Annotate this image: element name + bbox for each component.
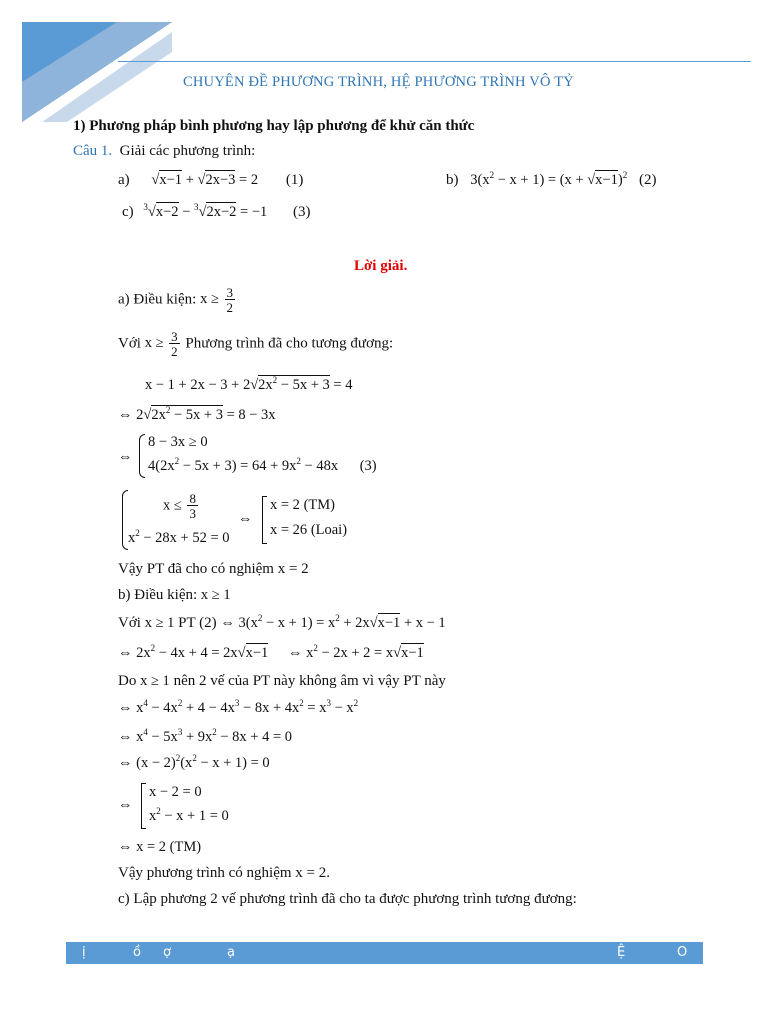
question-b-label: b)	[446, 172, 459, 188]
b-condition	[118, 587, 231, 604]
footer-char-4: ạ	[227, 945, 235, 960]
equation-b-number: (2)	[638, 172, 657, 188]
b-with: Với	[118, 615, 141, 631]
question-a	[118, 172, 303, 189]
a-condition	[118, 286, 237, 314]
step-2: ⇔ $2√2x^2 - 5x + 3 = 8 - 3x$	[118, 405, 276, 423]
equiv-text: Phương trình đã cho tương đương:	[185, 335, 394, 352]
b-bracket-line-2: $x^2 - x + 1 = 0$	[149, 806, 229, 824]
c-text: c) Lập phương 2 vế phương trình đã cho ta được phương trình tương đương:	[118, 891, 577, 907]
header-rule	[118, 61, 751, 62]
system-brace	[139, 434, 145, 478]
b-condition-label: b) Điều kiện:	[118, 587, 198, 603]
question-prompt: Giải các phương trình:	[119, 143, 256, 159]
b-condition-math: x ≥ 1	[200, 587, 231, 603]
system-line-2: $4(2x^2 - 5x + 3) = 64 + 9x^2 - 48x$ (3)	[148, 456, 377, 474]
b-step-1	[118, 615, 446, 632]
b-bracket-line-1: x − 2 = 0	[149, 784, 202, 800]
b-with-math: x ≥ 1	[144, 615, 175, 631]
question-b	[446, 172, 656, 189]
a-condition-math: x ≥ $\frac{3}{2}$	[200, 285, 234, 315]
system2-arrow: ⇔	[238, 511, 253, 527]
b-step-2: ⇔ $2x^2 - 4x + 4 = 2x√x-1$ ⇔ $x^2 - 2x + 2 = x√x-1$	[118, 643, 424, 661]
with-math: x ≥ $\frac{3}{2}$	[144, 329, 178, 359]
b-step-4: ⇔ $x^4 - 5x^3 + 9x^2 - 8x + 4 = 0$	[118, 727, 293, 745]
system2-line-2: $x^2 - 28x + 52 = 0$	[128, 528, 230, 546]
b-step-6-arrow: ⇔	[118, 797, 133, 813]
b-step-7: ⇔ x = 2 (TM)	[118, 839, 202, 855]
b-step-1-math: ⇔ $3(x^2 - x + 1) = x^2 + 2x√x-1 + x - 1$	[220, 613, 446, 631]
result-line-1: x = 2 (TM)	[270, 497, 335, 513]
result-line-2: x = 26 (Loai)	[270, 522, 348, 538]
question-line	[73, 143, 255, 160]
system2-line-1: x ≤ $\frac{8}{3}$	[163, 491, 196, 521]
b-bracket	[141, 783, 146, 829]
b-conclusion: Vậy phương trình có nghiệm x = 2.	[118, 865, 330, 881]
b-pt: PT (2)	[178, 615, 217, 631]
with-prefix: Với	[118, 335, 141, 352]
b-do-line	[118, 673, 446, 690]
footer-char-5: Ệ	[617, 945, 626, 960]
do-prefix: Do	[118, 673, 137, 689]
footer-char-2: ồ	[133, 945, 141, 960]
corner-decoration	[22, 22, 172, 122]
do-math: x ≥ 1	[140, 673, 170, 689]
footer-bar	[66, 942, 703, 964]
a-conclusion: Vậy PT đã cho có nghiệm x = 2	[118, 561, 309, 577]
b-step-3: ⇔ $x^4 - 4x^2 + 4 - 4x^3 - 8x + 4x^2 = x^3 - x^2$	[118, 698, 359, 716]
system-line-1: 8 − 3x ≥ 0	[148, 434, 208, 450]
question-a-label: a)	[118, 172, 130, 188]
footer-char-1: ị	[82, 945, 86, 960]
footer-char-3: ợ	[163, 945, 171, 960]
tm-tag: (TM)	[303, 497, 335, 513]
section-heading: 1) Phương pháp bình phương hay lập phương để khử căn thức	[73, 118, 475, 134]
equation-b: $3(x^2 - x + 1) = (x + √x-1)^2$	[470, 170, 628, 188]
equation-a: √x−1 + √2x−3 = 2	[151, 172, 259, 188]
loai-tag: (Loai)	[310, 522, 348, 538]
do-text: nên 2 vế của PT này không âm vì vậy PT này	[173, 673, 446, 689]
a-equiv-line	[118, 330, 393, 358]
document-title: CHUYÊN ĐỀ PHƯƠNG TRÌNH, HỆ PHƯƠNG TRÌNH VÔ TỶ	[183, 74, 574, 90]
equation-c-number: (3)	[293, 204, 311, 220]
question-label: Câu 1.	[73, 143, 113, 159]
step-3-arrow: ⇔	[118, 449, 133, 465]
a-condition-label: a) Điều kiện:	[118, 291, 197, 308]
equation-a-number: (1)	[285, 172, 304, 188]
question-c-label: c)	[122, 204, 134, 220]
step-1: $x - 1 + 2x - 3 + 2√2x^2 - 5x + 3 = 4$	[145, 375, 353, 393]
question-c	[122, 204, 311, 221]
result-bracket	[262, 496, 267, 544]
solution-heading: Lời giải.	[354, 258, 408, 274]
eq3-tag: (3)	[359, 458, 377, 474]
footer-char-6: O	[677, 945, 688, 960]
b-step-5: ⇔ $(x - 2)^2(x^2 - x + 1) = 0$	[118, 753, 270, 771]
equation-c: $^3$√x−2 − $^3$√2x−2 = −1	[143, 202, 268, 220]
